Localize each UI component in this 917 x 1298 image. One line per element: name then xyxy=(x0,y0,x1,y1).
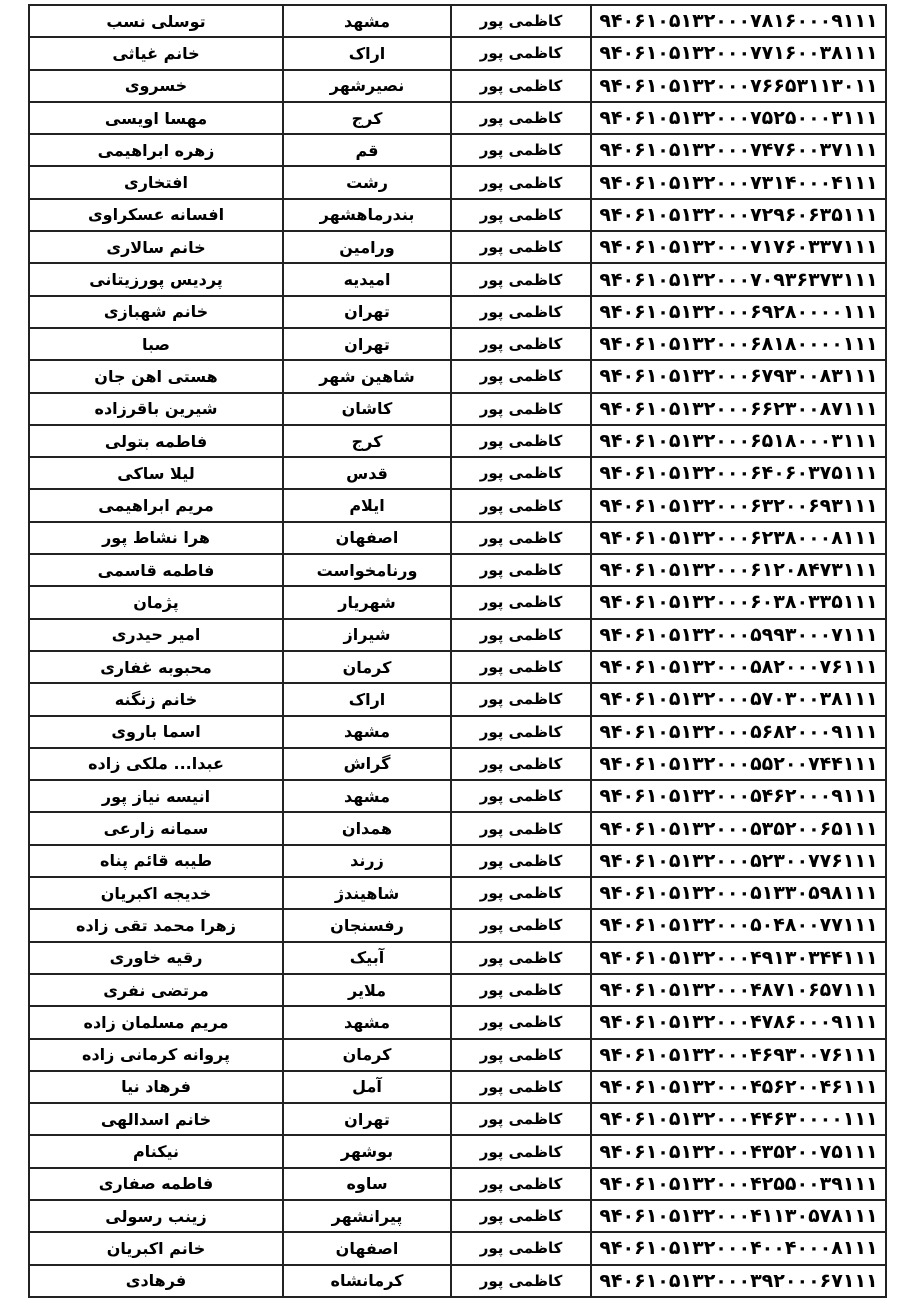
cell-person-name: عبدا... ملکی زاده xyxy=(30,749,284,781)
cell-agent: کاظمی پور xyxy=(452,1040,592,1072)
cell-tracking-code: ۹۴۰۶۱۰۵۱۳۲۰۰۰۴۸۷۱۰۶۵۷۱۱۱ xyxy=(592,975,887,1007)
cell-city: گراش xyxy=(284,749,452,781)
cell-person-name: زینب رسولی xyxy=(30,1201,284,1233)
cell-tracking-code: ۹۴۰۶۱۰۵۱۳۲۰۰۰۳۹۲۰۰۰۶۷۱۱۱ xyxy=(592,1266,887,1298)
cell-person-name: فاطمه قاسمی xyxy=(30,555,284,587)
cell-city: اصفهان xyxy=(284,523,452,555)
table-row xyxy=(30,200,887,232)
cell-city: کرمان xyxy=(284,652,452,684)
cell-agent: کاظمی پور xyxy=(452,878,592,910)
cell-tracking-code: ۹۴۰۶۱۰۵۱۳۲۰۰۰۶۵۱۸۰۰۰۳۱۱۱ xyxy=(592,426,887,458)
cell-tracking-code: ۹۴۰۶۱۰۵۱۳۲۰۰۰۴۳۵۲۰۰۷۵۱۱۱ xyxy=(592,1136,887,1168)
cell-tracking-code: ۹۴۰۶۱۰۵۱۳۲۰۰۰۶۹۲۸۰۰۰۰۱۱۱ xyxy=(592,297,887,329)
cell-city: تهران xyxy=(284,1104,452,1136)
cell-city: کرج xyxy=(284,426,452,458)
table-row xyxy=(30,910,887,942)
cell-tracking-code: ۹۴۰۶۱۰۵۱۳۲۰۰۰۶۰۳۸۰۳۳۵۱۱۱ xyxy=(592,587,887,619)
cell-tracking-code: ۹۴۰۶۱۰۵۱۳۲۰۰۰۵۴۶۲۰۰۰۹۱۱۱ xyxy=(592,781,887,813)
cell-person-name: خدیجه اکبریان xyxy=(30,878,284,910)
cell-tracking-code: ۹۴۰۶۱۰۵۱۳۲۰۰۰۶۳۲۰۰۶۹۳۱۱۱ xyxy=(592,490,887,522)
cell-city: بندرماهشهر xyxy=(284,200,452,232)
cell-person-name: فاطمه صفاری xyxy=(30,1169,284,1201)
cell-person-name: مریم مسلمان زاده xyxy=(30,1007,284,1039)
cell-person-name: خانم اکبریان xyxy=(30,1233,284,1265)
cell-agent: کاظمی پور xyxy=(452,167,592,199)
cell-agent: کاظمی پور xyxy=(452,232,592,264)
cell-agent: کاظمی پور xyxy=(452,749,592,781)
cell-person-name: صبا xyxy=(30,329,284,361)
cell-tracking-code: ۹۴۰۶۱۰۵۱۳۲۰۰۰۷۴۷۶۰۰۳۷۱۱۱ xyxy=(592,135,887,167)
cell-city: بوشهر xyxy=(284,1136,452,1168)
table-row xyxy=(30,297,887,329)
cell-person-name: هستی اهن جان xyxy=(30,361,284,393)
cell-city: اراک xyxy=(284,38,452,70)
table-row xyxy=(30,329,887,361)
cell-agent: کاظمی پور xyxy=(452,1266,592,1298)
table-row xyxy=(30,167,887,199)
table-row xyxy=(30,264,887,296)
cell-person-name: خانم غیاثی xyxy=(30,38,284,70)
table-row xyxy=(30,943,887,975)
cell-city: کاشان xyxy=(284,394,452,426)
cell-city: تهران xyxy=(284,297,452,329)
table-row xyxy=(30,555,887,587)
cell-city: کرمانشاه xyxy=(284,1266,452,1298)
cell-tracking-code: ۹۴۰۶۱۰۵۱۳۲۰۰۰۶۷۹۳۰۰۸۳۱۱۱ xyxy=(592,361,887,393)
cell-agent: کاظمی پور xyxy=(452,1007,592,1039)
cell-city: آبیک xyxy=(284,943,452,975)
cell-tracking-code: ۹۴۰۶۱۰۵۱۳۲۰۰۰۵۳۵۲۰۰۶۵۱۱۱ xyxy=(592,813,887,845)
table-row xyxy=(30,490,887,522)
cell-city: شیراز xyxy=(284,620,452,652)
cell-tracking-code: ۹۴۰۶۱۰۵۱۳۲۰۰۰۴۴۶۳۰۰۰۰۱۱۱ xyxy=(592,1104,887,1136)
table-row xyxy=(30,232,887,264)
table-row xyxy=(30,1201,887,1233)
cell-tracking-code: ۹۴۰۶۱۰۵۱۳۲۰۰۰۵۸۲۰۰۰۷۶۱۱۱ xyxy=(592,652,887,684)
cell-city: ساوه xyxy=(284,1169,452,1201)
cell-tracking-code: ۹۴۰۶۱۰۵۱۳۲۰۰۰۷۱۷۶۰۳۳۷۱۱۱ xyxy=(592,232,887,264)
cell-person-name: فاطمه بتولی xyxy=(30,426,284,458)
cell-person-name: خانم سالاری xyxy=(30,232,284,264)
table-row xyxy=(30,103,887,135)
table-row xyxy=(30,1136,887,1168)
cell-city: زرند xyxy=(284,846,452,878)
cell-tracking-code: ۹۴۰۶۱۰۵۱۳۲۰۰۰۷۵۲۵۰۰۰۳۱۱۱ xyxy=(592,103,887,135)
table-row xyxy=(30,846,887,878)
cell-city: همدان xyxy=(284,813,452,845)
cell-city: رشت xyxy=(284,167,452,199)
cell-agent: کاظمی پور xyxy=(452,1136,592,1168)
cell-city: ملایر xyxy=(284,975,452,1007)
table-row xyxy=(30,361,887,393)
cell-agent: کاظمی پور xyxy=(452,426,592,458)
cell-tracking-code: ۹۴۰۶۱۰۵۱۳۲۰۰۰۶۸۱۸۰۰۰۰۱۱۱ xyxy=(592,329,887,361)
cell-city: ورنامخواست xyxy=(284,555,452,587)
cell-person-name: هرا نشاط پور xyxy=(30,523,284,555)
cell-tracking-code: ۹۴۰۶۱۰۵۱۳۲۰۰۰۵۹۹۳۰۰۰۷۱۱۱ xyxy=(592,620,887,652)
cell-person-name: فرهاد نیا xyxy=(30,1072,284,1104)
cell-tracking-code: ۹۴۰۶۱۰۵۱۳۲۰۰۰۷۸۱۶۰۰۰۹۱۱۱ xyxy=(592,6,887,38)
cell-person-name: لیلا ساکی xyxy=(30,458,284,490)
cell-agent: کاظمی پور xyxy=(452,1169,592,1201)
cell-agent: کاظمی پور xyxy=(452,587,592,619)
cell-person-name: توسلی نسب xyxy=(30,6,284,38)
cell-agent: کاظمی پور xyxy=(452,813,592,845)
cell-tracking-code: ۹۴۰۶۱۰۵۱۳۲۰۰۰۴۰۰۴۰۰۰۸۱۱۱ xyxy=(592,1233,887,1265)
cell-city: شاهین شهر xyxy=(284,361,452,393)
cell-person-name: خانم زنگنه xyxy=(30,684,284,716)
cell-person-name: پردیس پورزیتانی xyxy=(30,264,284,296)
cell-person-name: نیکنام xyxy=(30,1136,284,1168)
cell-person-name: رقیه خاوری xyxy=(30,943,284,975)
cell-agent: کاظمی پور xyxy=(452,781,592,813)
cell-agent: کاظمی پور xyxy=(452,458,592,490)
table-row xyxy=(30,1233,887,1265)
table-row xyxy=(30,6,887,38)
cell-agent: کاظمی پور xyxy=(452,264,592,296)
cell-person-name: خسروی xyxy=(30,71,284,103)
cell-tracking-code: ۹۴۰۶۱۰۵۱۳۲۰۰۰۵۱۳۳۰۵۹۸۱۱۱ xyxy=(592,878,887,910)
cell-agent: کاظمی پور xyxy=(452,6,592,38)
table-row xyxy=(30,394,887,426)
cell-city: شهریار xyxy=(284,587,452,619)
cell-city: اراک xyxy=(284,684,452,716)
cell-agent: کاظمی پور xyxy=(452,103,592,135)
cell-agent: کاظمی پور xyxy=(452,361,592,393)
table-row xyxy=(30,1169,887,1201)
cell-tracking-code: ۹۴۰۶۱۰۵۱۳۲۰۰۰۷۷۱۶۰۰۳۸۱۱۱ xyxy=(592,38,887,70)
cell-city: قم xyxy=(284,135,452,167)
cell-agent: کاظمی پور xyxy=(452,329,592,361)
cell-city: ایلام xyxy=(284,490,452,522)
cell-agent: کاظمی پور xyxy=(452,1104,592,1136)
cell-tracking-code: ۹۴۰۶۱۰۵۱۳۲۰۰۰۵۲۳۰۰۷۷۶۱۱۱ xyxy=(592,846,887,878)
cell-city: ورامین xyxy=(284,232,452,264)
table-row xyxy=(30,878,887,910)
cell-agent: کاظمی پور xyxy=(452,943,592,975)
cell-person-name: انیسه نیاز پور xyxy=(30,781,284,813)
cell-person-name: خانم شهبازی xyxy=(30,297,284,329)
table-row xyxy=(30,523,887,555)
cell-tracking-code: ۹۴۰۶۱۰۵۱۳۲۰۰۰۶۴۰۶۰۳۷۵۱۱۱ xyxy=(592,458,887,490)
cell-tracking-code: ۹۴۰۶۱۰۵۱۳۲۰۰۰۵۵۲۰۰۷۴۴۱۱۱ xyxy=(592,749,887,781)
table-row xyxy=(30,781,887,813)
cell-city: کرج xyxy=(284,103,452,135)
table-row xyxy=(30,458,887,490)
table-row xyxy=(30,652,887,684)
cell-city: تهران xyxy=(284,329,452,361)
cell-agent: کاظمی پور xyxy=(452,135,592,167)
table-row xyxy=(30,684,887,716)
cell-agent: کاظمی پور xyxy=(452,684,592,716)
cell-city: مشهد xyxy=(284,781,452,813)
cell-agent: کاظمی پور xyxy=(452,1072,592,1104)
table-row xyxy=(30,135,887,167)
cell-person-name: افتخاری xyxy=(30,167,284,199)
table-row xyxy=(30,749,887,781)
cell-tracking-code: ۹۴۰۶۱۰۵۱۳۲۰۰۰۴۹۱۳۰۳۴۴۱۱۱ xyxy=(592,943,887,975)
cell-city: قدس xyxy=(284,458,452,490)
cell-person-name: افسانه عسکراوی xyxy=(30,200,284,232)
cell-tracking-code: ۹۴۰۶۱۰۵۱۳۲۰۰۰۴۶۹۳۰۰۷۶۱۱۱ xyxy=(592,1040,887,1072)
cell-tracking-code: ۹۴۰۶۱۰۵۱۳۲۰۰۰۷۶۶۵۳۱۱۳۰۱۱ xyxy=(592,71,887,103)
cell-agent: کاظمی پور xyxy=(452,652,592,684)
table-row xyxy=(30,71,887,103)
cell-tracking-code: ۹۴۰۶۱۰۵۱۳۲۰۰۰۴۲۵۵۰۰۳۹۱۱۱ xyxy=(592,1169,887,1201)
cell-agent: کاظمی پور xyxy=(452,846,592,878)
cell-city: مشهد xyxy=(284,6,452,38)
cell-tracking-code: ۹۴۰۶۱۰۵۱۳۲۰۰۰۵۰۴۸۰۰۷۷۱۱۱ xyxy=(592,910,887,942)
cell-agent: کاظمی پور xyxy=(452,1201,592,1233)
cell-tracking-code: ۹۴۰۶۱۰۵۱۳۲۰۰۰۴۷۸۶۰۰۰۹۱۱۱ xyxy=(592,1007,887,1039)
cell-city: کرمان xyxy=(284,1040,452,1072)
cell-person-name: پروانه کرمانی زاده xyxy=(30,1040,284,1072)
cell-tracking-code: ۹۴۰۶۱۰۵۱۳۲۰۰۰۷۳۱۴۰۰۰۴۱۱۱ xyxy=(592,167,887,199)
table-row xyxy=(30,1007,887,1039)
cell-agent: کاظمی پور xyxy=(452,1233,592,1265)
cell-agent: کاظمی پور xyxy=(452,717,592,749)
cell-person-name: شیرین باقرزاده xyxy=(30,394,284,426)
table-row xyxy=(30,1072,887,1104)
cell-tracking-code: ۹۴۰۶۱۰۵۱۳۲۰۰۰۵۷۰۳۰۰۳۸۱۱۱ xyxy=(592,684,887,716)
table-row xyxy=(30,620,887,652)
cell-agent: کاظمی پور xyxy=(452,38,592,70)
cell-city: اصفهان xyxy=(284,1233,452,1265)
cell-tracking-code: ۹۴۰۶۱۰۵۱۳۲۰۰۰۶۱۲۰۸۴۷۳۱۱۱ xyxy=(592,555,887,587)
cell-person-name: امیر حیدری xyxy=(30,620,284,652)
table-row xyxy=(30,1040,887,1072)
cell-city: رفسنجان xyxy=(284,910,452,942)
cell-person-name: خانم اسدالهی xyxy=(30,1104,284,1136)
cell-person-name: سمانه زارعی xyxy=(30,813,284,845)
cell-person-name: طیبه قائم پناه xyxy=(30,846,284,878)
table-row xyxy=(30,38,887,70)
cell-agent: کاظمی پور xyxy=(452,620,592,652)
cell-tracking-code: ۹۴۰۶۱۰۵۱۳۲۰۰۰۵۶۸۲۰۰۰۹۱۱۱ xyxy=(592,717,887,749)
cell-tracking-code: ۹۴۰۶۱۰۵۱۳۲۰۰۰۷۲۹۶۰۶۳۵۱۱۱ xyxy=(592,200,887,232)
cell-tracking-code: ۹۴۰۶۱۰۵۱۳۲۰۰۰۴۵۶۲۰۰۴۶۱۱۱ xyxy=(592,1072,887,1104)
cell-person-name: زهره ابراهیمی xyxy=(30,135,284,167)
table-row xyxy=(30,587,887,619)
cell-city: پیرانشهر xyxy=(284,1201,452,1233)
table-row xyxy=(30,975,887,1007)
cell-person-name: اسما باروی xyxy=(30,717,284,749)
cell-person-name: پژمان xyxy=(30,587,284,619)
cell-city: مشهد xyxy=(284,1007,452,1039)
cell-city: امیدیه xyxy=(284,264,452,296)
cell-tracking-code: ۹۴۰۶۱۰۵۱۳۲۰۰۰۶۶۲۳۰۰۸۷۱۱۱ xyxy=(592,394,887,426)
cell-person-name: مریم ابراهیمی xyxy=(30,490,284,522)
cell-person-name: فرهادی xyxy=(30,1266,284,1298)
cell-person-name: زهرا محمد تقی زاده xyxy=(30,910,284,942)
cell-person-name: مرتضی نفری xyxy=(30,975,284,1007)
table-row xyxy=(30,717,887,749)
cell-agent: کاظمی پور xyxy=(452,490,592,522)
cell-agent: کاظمی پور xyxy=(452,71,592,103)
cell-tracking-code: ۹۴۰۶۱۰۵۱۳۲۰۰۰۴۱۱۳۰۵۷۸۱۱۱ xyxy=(592,1201,887,1233)
cell-city: مشهد xyxy=(284,717,452,749)
cell-tracking-code: ۹۴۰۶۱۰۵۱۳۲۰۰۰۶۲۳۸۰۰۰۸۱۱۱ xyxy=(592,523,887,555)
cell-agent: کاظمی پور xyxy=(452,297,592,329)
cell-agent: کاظمی پور xyxy=(452,523,592,555)
cell-tracking-code: ۹۴۰۶۱۰۵۱۳۲۰۰۰۷۰۹۳۶۳۷۳۱۱۱ xyxy=(592,264,887,296)
cell-city: آمل xyxy=(284,1072,452,1104)
table-row xyxy=(30,813,887,845)
cell-agent: کاظمی پور xyxy=(452,200,592,232)
cell-agent: کاظمی پور xyxy=(452,975,592,1007)
records-table xyxy=(28,4,887,1298)
cell-agent: کاظمی پور xyxy=(452,555,592,587)
cell-agent: کاظمی پور xyxy=(452,910,592,942)
table-row xyxy=(30,1104,887,1136)
cell-city: شاهیندژ xyxy=(284,878,452,910)
table-row xyxy=(30,1266,887,1298)
cell-agent: کاظمی پور xyxy=(452,394,592,426)
cell-city: نصیرشهر xyxy=(284,71,452,103)
cell-person-name: مهسا اویسی xyxy=(30,103,284,135)
table-row xyxy=(30,426,887,458)
cell-person-name: محبوبه غفاری xyxy=(30,652,284,684)
